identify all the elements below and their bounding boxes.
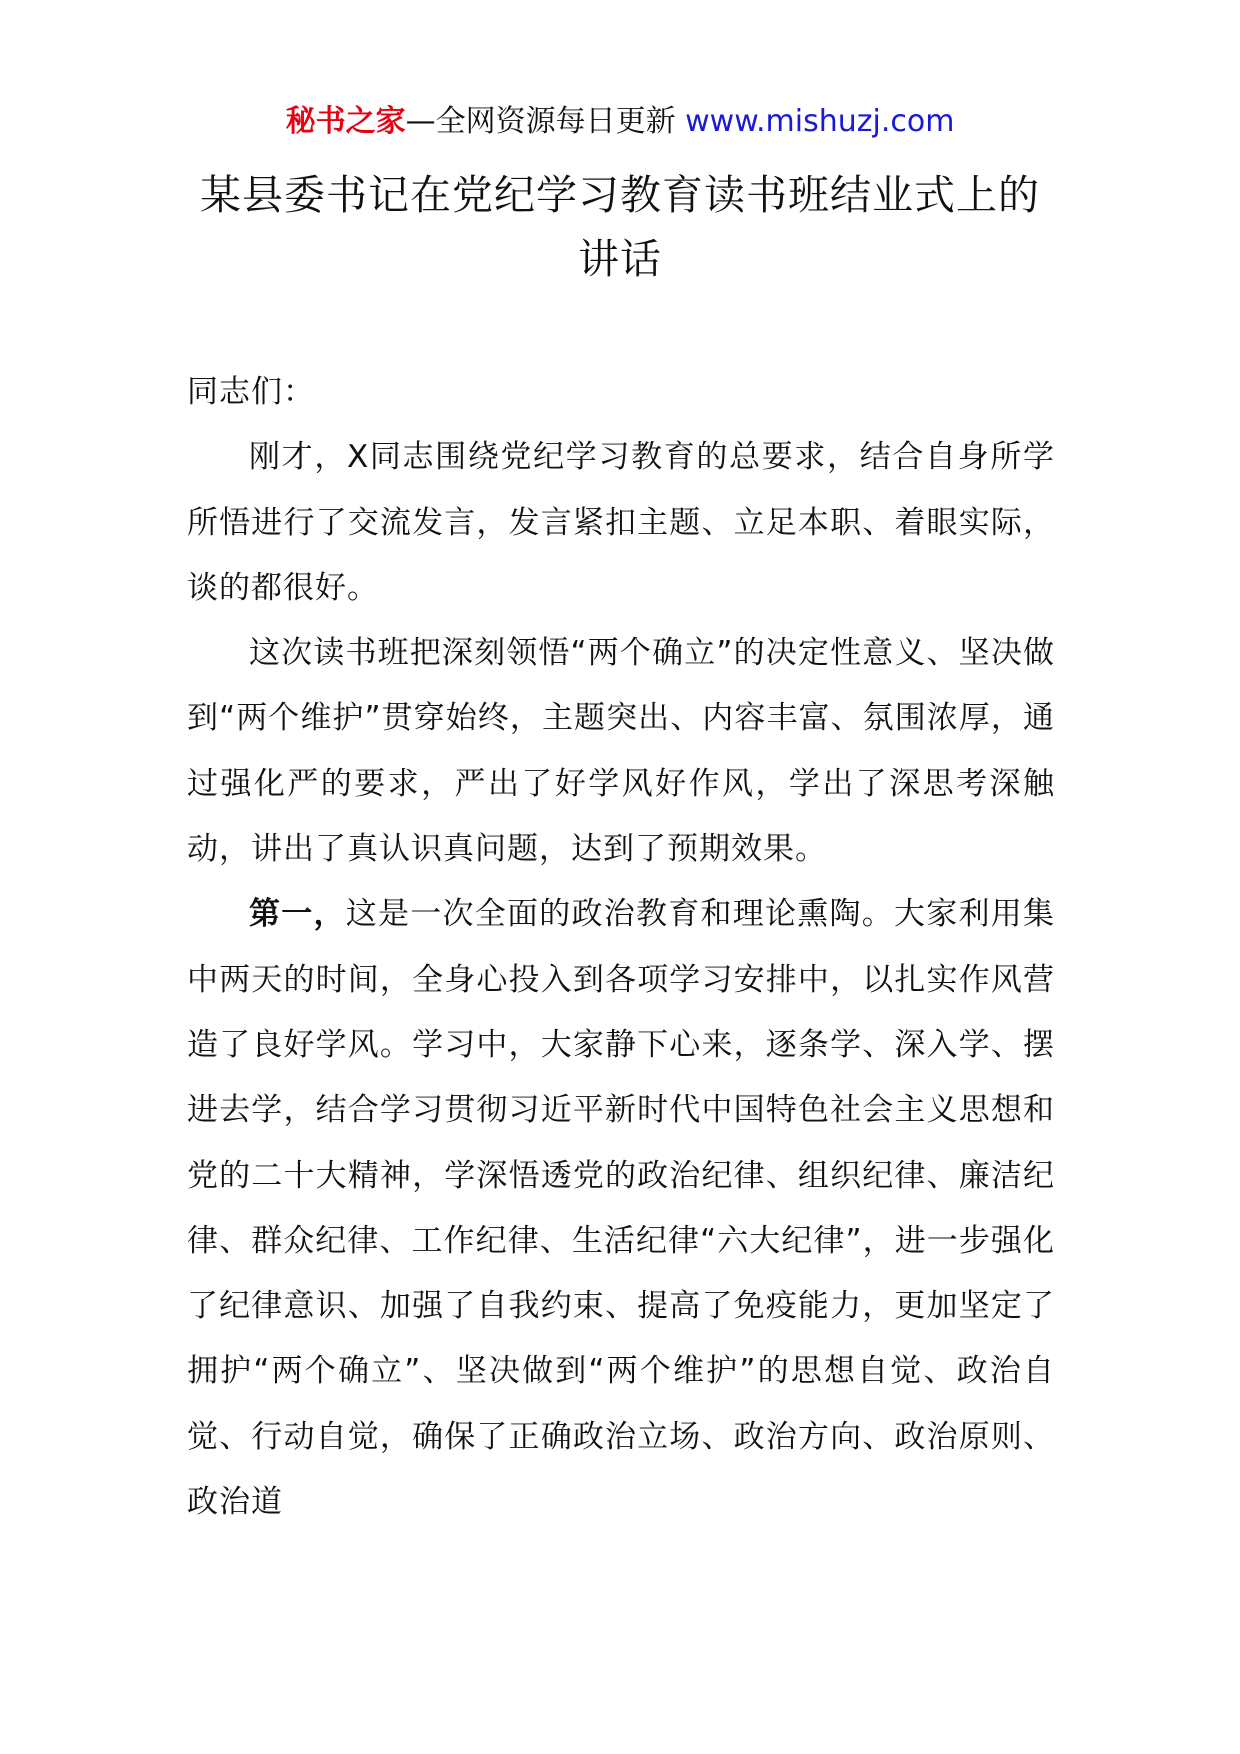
header-tagline: —全网资源每日更新 — [405, 104, 686, 139]
section-1-lead: 第一， — [249, 896, 346, 933]
title-line-1: 某县委书记在党纪学习教育读书班结业式上的 — [200, 171, 1040, 219]
document-body — [187, 360, 1055, 1535]
document-title — [150, 163, 1090, 291]
paragraph-section-1 — [187, 882, 1055, 1535]
salutation: 同志们： — [187, 374, 315, 410]
paragraph-2: 这次读书班把深刻领悟“两个确立”的决定性意义、坚决做到“两个维护”贯穿始终，主题突出、内容丰富、氛围浓厚，通过强化严的要求，严出了好学风好作风，学出了深思考深触动，讲出了真认识真问题，达到了预期效果。 — [187, 635, 1055, 868]
site-url-link[interactable]: www.mishuzj.com — [685, 104, 955, 139]
section-1-text: 这是一次全面的政治教育和理论熏陶。大家利用集中两天的时间，全身心投入到各项学习安排中，以扎实作风营造了良好学风。学习中，大家静下心来，逐条学、深入学、摆进去学，结合学习贯彻习近平新时代中国特色社会主义思想和党的二十大精神，学深悟透党的政治纪律、组织纪律、廉洁纪律、群众纪律、工作纪律、生活纪律“六大纪律”，进一步强化了纪律意识、加强了自我约束、提高了免疫能力，更加坚定了拥护“两个确立”、坚决做到“两个维护”的思想自觉、政治自觉、行动自觉，确保了正确政治立场、政治方向、政治原则、政治道 — [187, 896, 1055, 1521]
paragraph-1: 刚才，X同志围绕党纪学习教育的总要求，结合自身所学所悟进行了交流发言，发言紧扣主题、立足本职、着眼实际，谈的都很好。 — [187, 439, 1055, 606]
site-header — [0, 100, 1240, 144]
title-line-2: 讲话 — [578, 235, 662, 283]
brand-name: 秘书之家 — [285, 104, 406, 139]
